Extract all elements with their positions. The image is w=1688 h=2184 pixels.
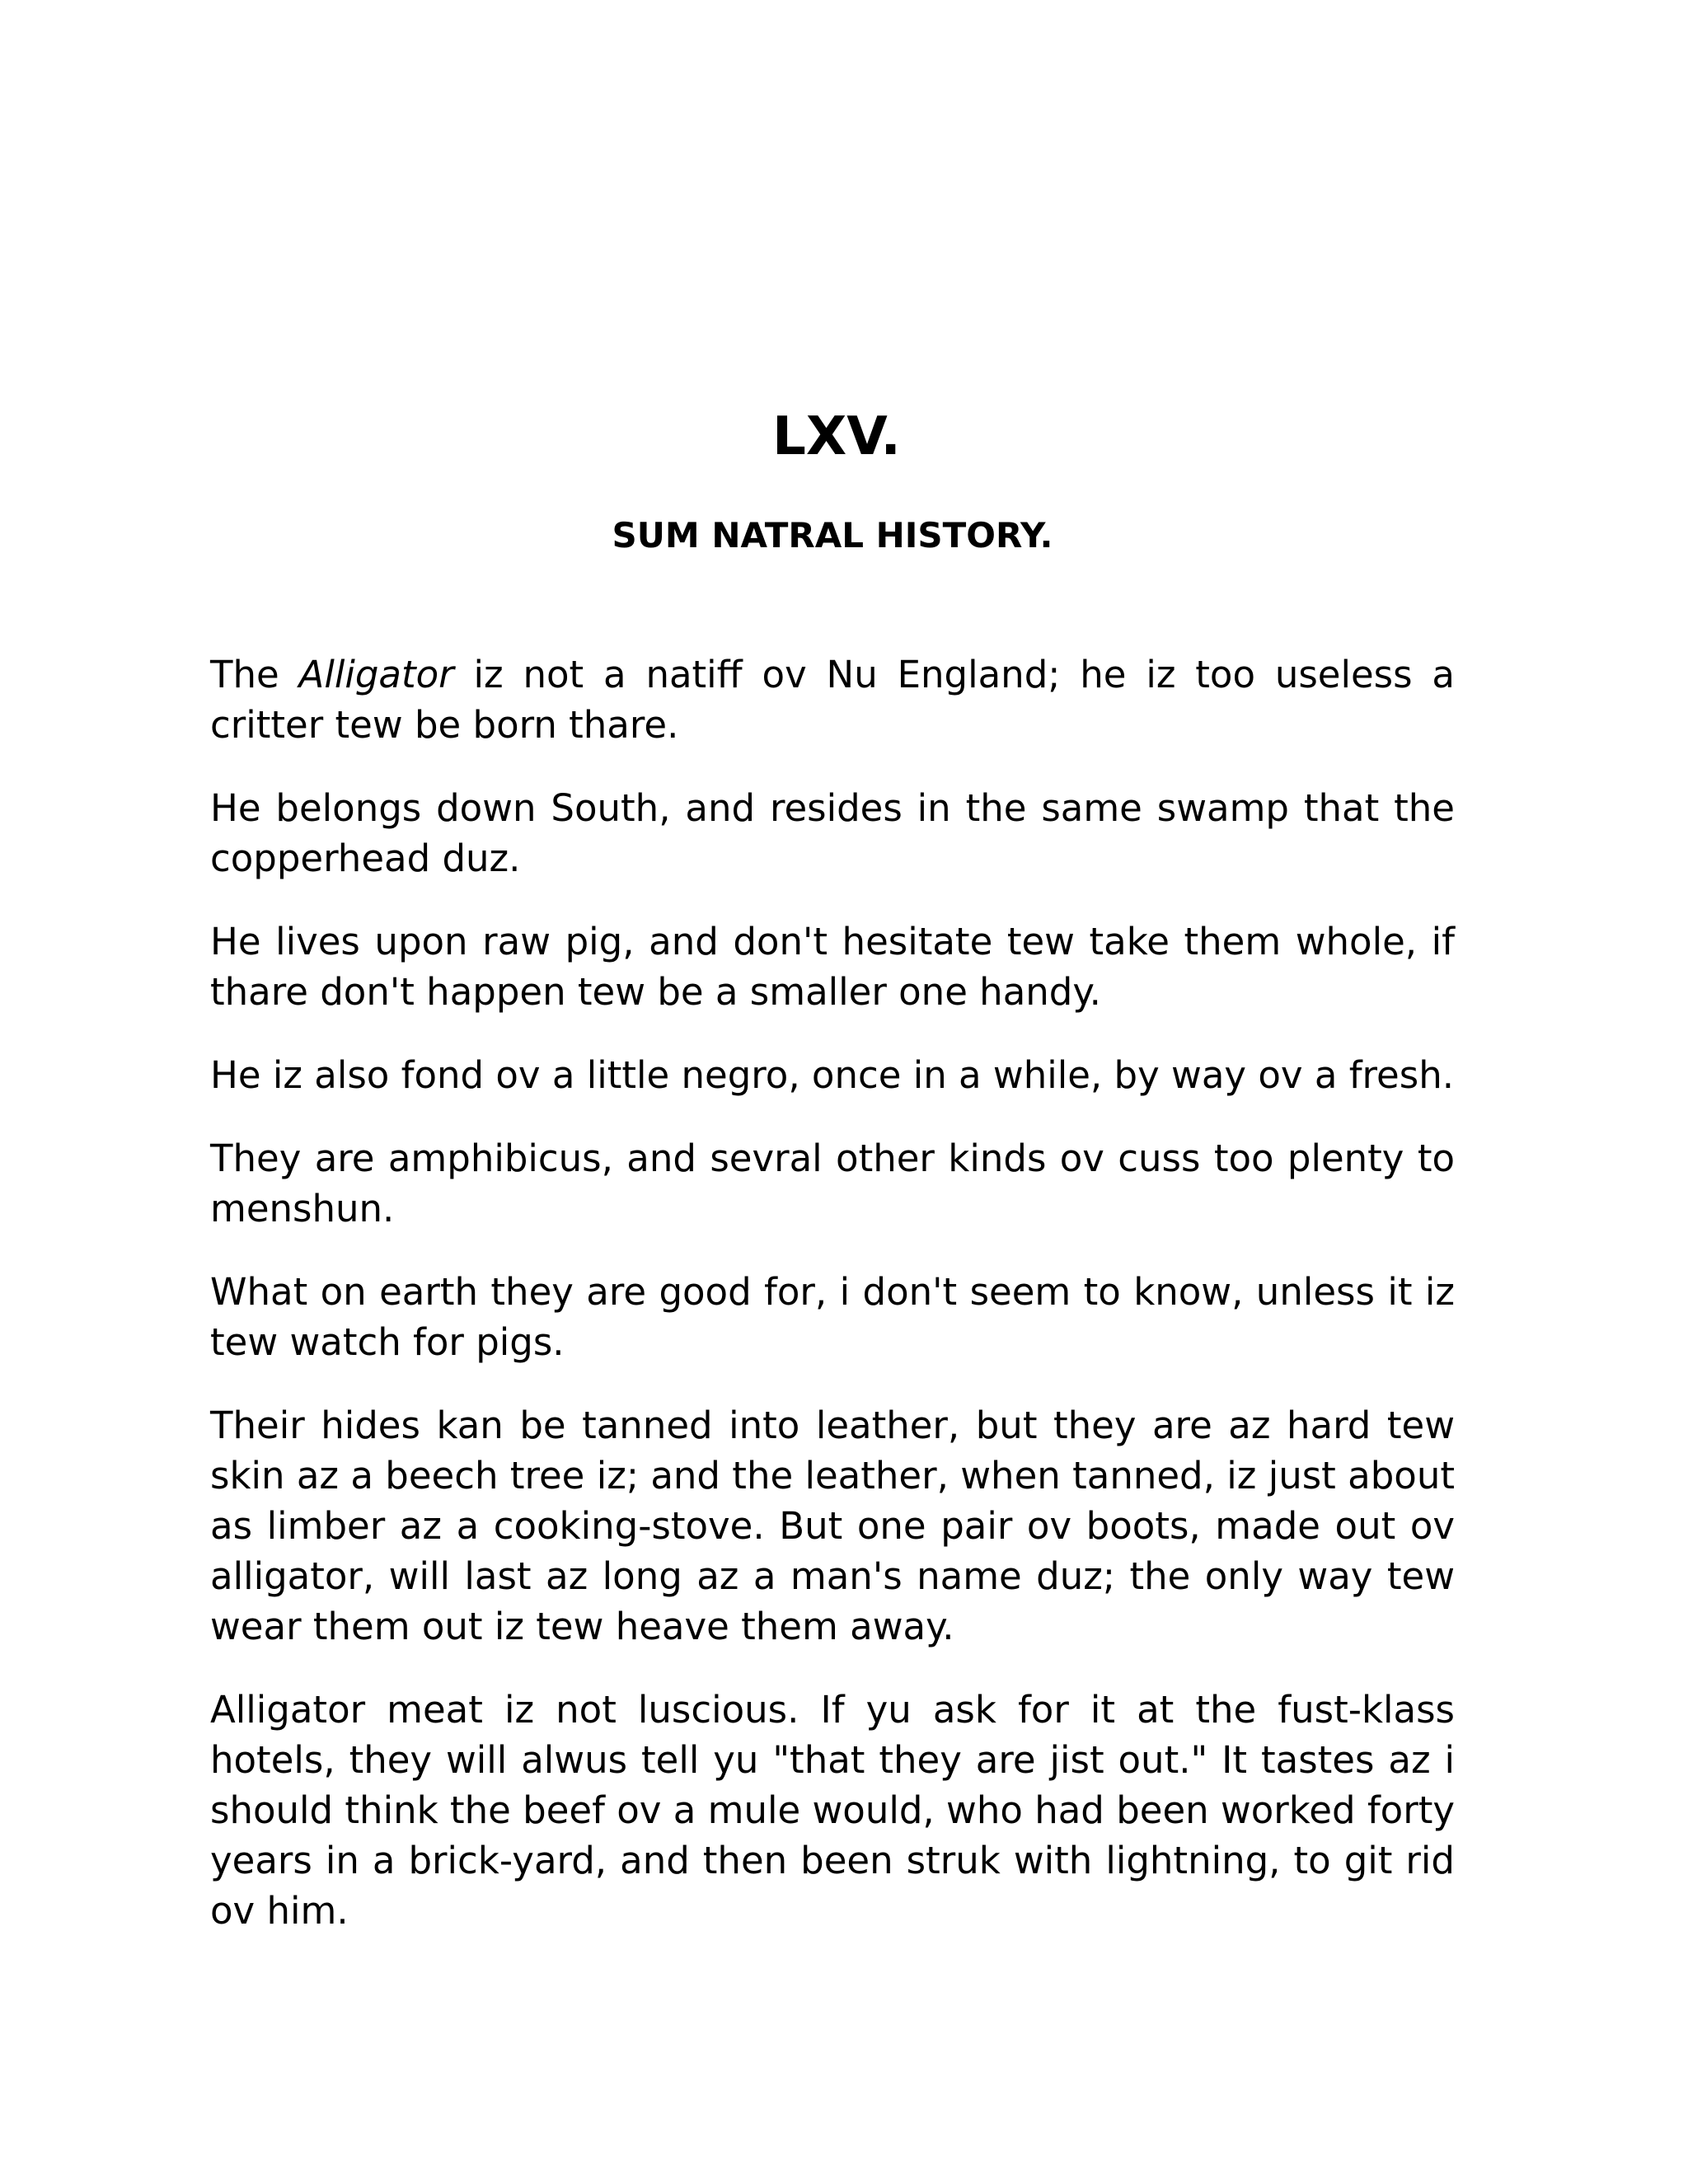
chapter-number: LXV. [772,406,901,467]
book-page [210,404,1455,1969]
italic-alligator: Alligator [298,653,454,696]
chapter-title: SUM NATRAL HISTORY. [612,515,1053,555]
paragraph-purpose: What on earth they are good for, i don't seem to know, unless it iz tew watch for pigs. [210,1270,1455,1364]
paragraph-hides: Their hides kan be tanned into leather, but they are az hard tew skin az a beech tree iz; and the leather, when tanned, iz just about as limber az a cooking-stove. But one pair ov boots, made out ov alligator, will last az long az a man's name duz; the only way tew wear them out iz tew heave them away. [210,1404,1455,1648]
paragraph-diet: He lives upon raw pig, and don't hesitate tew take them whole, if thare don't happen tew be a smaller one handy. [210,920,1455,1014]
paragraph-fondness: He iz also fond ov a little negro, once in a while, by way ov a fresh. [210,1053,1455,1097]
paragraph-habitat: He belongs down South, and resides in the same swamp that the copperhead duz. [210,786,1455,880]
paragraph-amphibious: They are amphibicus, and sevral other kinds ov cuss too plenty to menshun. [210,1137,1455,1230]
paragraph-lead: The [210,653,299,696]
paragraph-rest: iz not a natiff ov Nu England; he iz too useless a critter tew be born thare. [210,653,1455,747]
paragraph-meat: Alligator meat iz not luscious. If yu ask for it at the fust-klass hotels, they will alwus tell yu "that they are jist out." It tastes az i should think the beef ov a mule would, who had been worked forty years in a brick-yard, and then been struk with lightning, to git rid ov him. [210,1688,1455,1933]
paragraph-alligator-intro [210,649,1455,750]
